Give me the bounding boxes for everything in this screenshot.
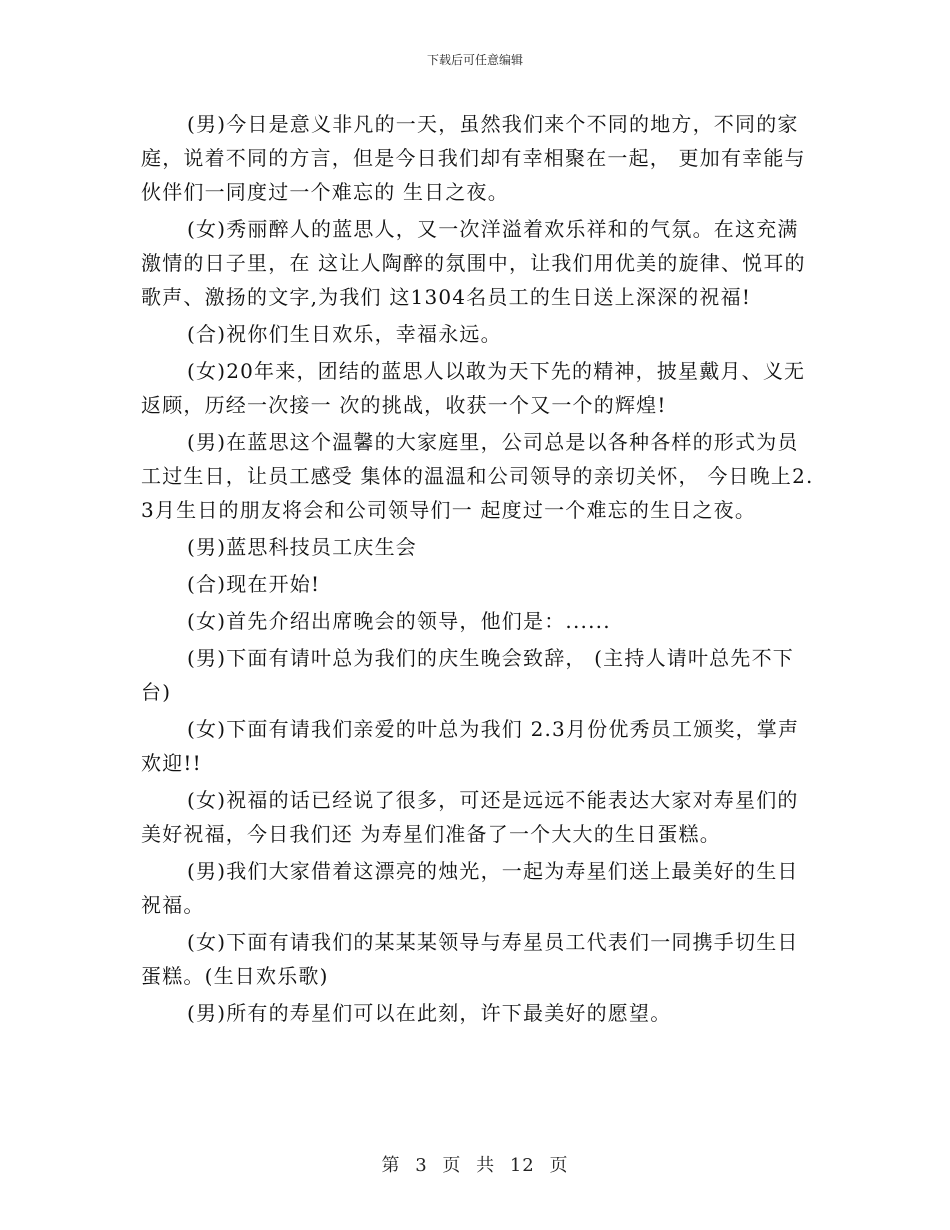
page-number: 第 3 页 共 12 页 <box>381 1155 569 1176</box>
paragraph: (男)在蓝思这个温馨的大家庭里，公司总是以各种各样的形式为员工过生日，让员工感受 集体的温温和公司领导的亲切关怀， 今日晚上2.3月生日的朋友将会和公司领导们一 起度过一个难忘的生日之夜。 <box>141 430 814 522</box>
paragraph: (合)祝你们生日欢乐，幸福永远。 <box>187 322 502 346</box>
paragraph: (男)蓝思科技员工庆生会 <box>187 535 418 559</box>
paragraph: (女)秀丽醉人的蓝思人，又一次洋溢着欢乐祥和的气氛。在这充满激情的日子里，在 这让人陶醉的氛围中，让我们用优美的旋律、悦耳的歌声、激扬的文字,为我们 这1304名员工的生日送上深深的祝福! <box>141 217 806 309</box>
paragraph: (男)下面有请叶总为我们的庆生晚会致辞， (主持人请叶总先不下台) <box>141 646 794 704</box>
document-body <box>141 107 817 1033</box>
paragraph: (女)下面有请我们亲爱的叶总为我们 2.3月份优秀员工颁奖，掌声欢迎!! <box>141 717 800 775</box>
paragraph: (女)首先介绍出席晚会的领导，他们是：...... <box>187 609 611 633</box>
paragraph: (男)我们大家借着这漂亮的烛光，一起为寿星们送上最美好的生日祝福。 <box>141 859 799 917</box>
paragraph: (女)祝福的话已经说了很多，可还是远远不能表达大家对寿星们的美好祝福，今日我们还 为寿星们准备了一个大大的生日蛋糕。 <box>141 788 799 846</box>
paragraph: (女)下面有请我们的某某某领导与寿星员工代表们一同携手切生日蛋糕。(生日欢乐歌) <box>141 930 799 988</box>
paragraph: (男)所有的寿星们可以在此刻，许下最美好的愿望。 <box>187 1001 672 1025</box>
page-header-note: 下载后可任意编辑 <box>426 53 523 67</box>
paragraph: (女)20年来，团结的蓝思人以敢为天下先的精神，披星戴月、义无返顾，历经一次接一 次的挑战，收获一个又一个的辉煌! <box>141 359 806 417</box>
paragraph: (男)今日是意义非凡的一天，虽然我们来个不同的地方，不同的家庭，说着不同的方言，但是今日我们却有幸相聚在一起， 更加有幸能与伙伴们一同度过一个难忘的 生日之夜。 <box>141 112 806 204</box>
paragraph: (合)现在开始! <box>187 572 321 596</box>
